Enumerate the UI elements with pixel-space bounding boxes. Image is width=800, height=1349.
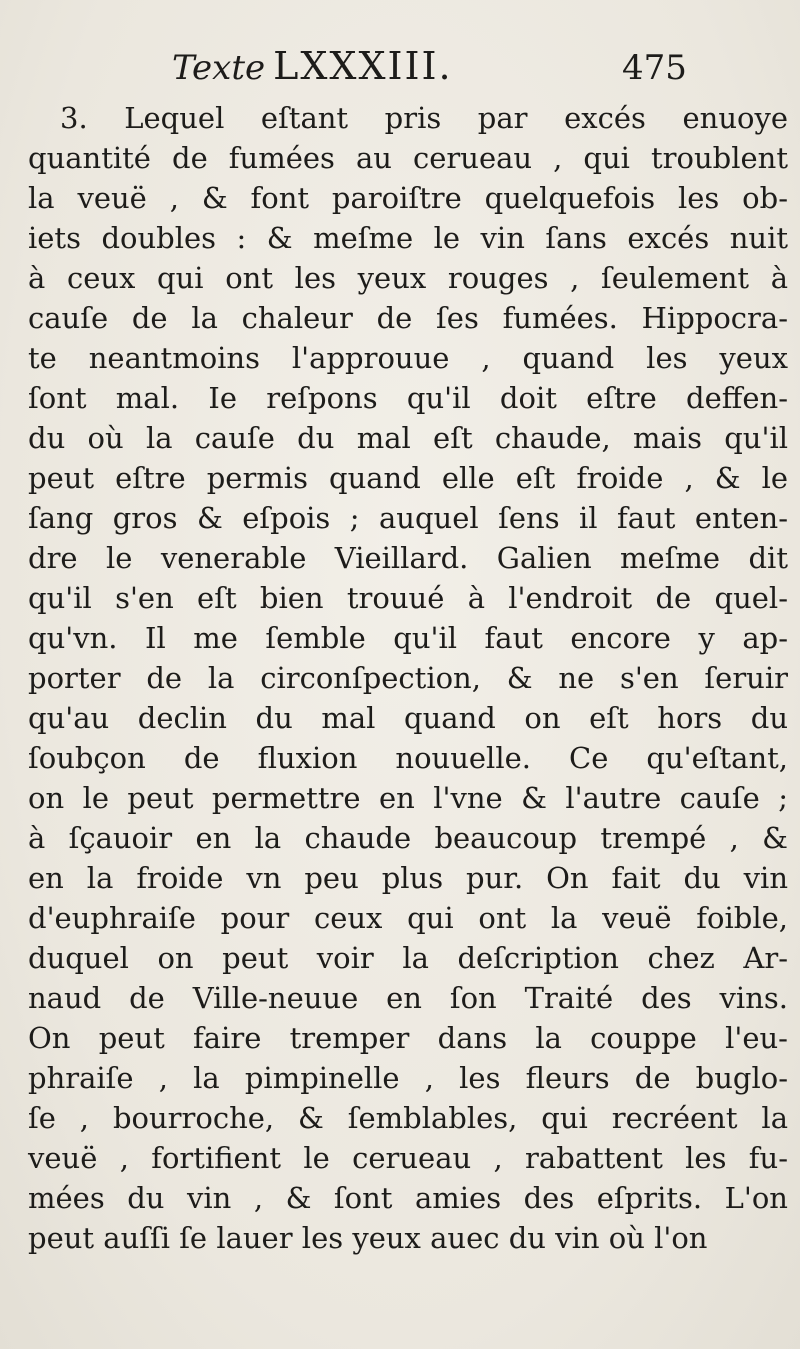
text-line: ſe , bourroche, & ſemblables, qui recréent la: [28, 1101, 788, 1135]
page-number: 475: [622, 48, 687, 88]
text-line: la veuë , & font paroiſtre quelquefois les ob-: [28, 181, 788, 215]
running-title-numeral: LXXXIII.: [273, 44, 453, 88]
text-line: à ſçauoir en la chaude beaucoup trempé , &: [28, 821, 788, 855]
text-line: veuë , fortifient le cerueau , rabattent les fu-: [28, 1141, 788, 1175]
text-line: cauſe de la chaleur de ſes fumées. Hippocra-: [28, 301, 788, 335]
text-line: ſoubçon de fluxion nouuelle. Ce qu'eſtant,: [28, 741, 788, 775]
text-line: porter de la circonſpection, & ne s'en ſeruir: [28, 661, 788, 695]
text-line: peut eſtre permis quand elle eſt froide , & le: [28, 461, 788, 495]
text-line: 3. Lequel eſtant pris par excés enuoye: [60, 101, 788, 135]
text-line: ſang gros & eſpois ; auquel ſens il faut enten-: [28, 501, 788, 535]
text-line: en la froide vn peu plus pur. On fait du vin: [28, 861, 788, 895]
text-line: d'euphraiſe pour ceux qui ont la veuë foible,: [28, 901, 788, 935]
text-line: phraiſe , la pimpinelle , les fleurs de buglo-: [28, 1061, 788, 1095]
text-line: te neantmoins l'approuue , quand les yeux: [28, 341, 788, 375]
text-line: du où la cauſe du mal eſt chaude, mais qu'il: [28, 421, 788, 455]
text-line: naud de Ville-neuue en ſon Traité des vins.: [28, 981, 788, 1015]
text-line: On peut faire tremper dans la couppe l'eu-: [28, 1021, 788, 1055]
text-line: on le peut permettre en l'vne & l'autre cauſe ;: [28, 781, 788, 815]
text-line: à ceux qui ont les yeux rouges , ſeulement à: [28, 261, 788, 295]
page-header: [0, 44, 800, 94]
text-line: peut auſſi ſe lauer les yeux auec du vin où l'on: [28, 1221, 708, 1255]
text-line: duquel on peut voir la deſcription chez Ar-: [28, 941, 788, 975]
text-line: qu'au declin du mal quand on eſt hors du: [28, 701, 788, 735]
text-line: mées du vin , & ſont amies des eſprits. L'on: [28, 1181, 788, 1215]
running-title-italic: Texte: [172, 48, 266, 88]
text-line: qu'il s'en eſt bien trouué à l'endroit de quel-: [28, 581, 788, 615]
text-line: qu'vn. Il me ſemble qu'il faut encore y ap-: [28, 621, 788, 655]
text-line: quantité de fumées au cerueau , qui troublent: [28, 141, 788, 175]
text-line: ſont mal. Ie reſpons qu'il doit eſtre deffen-: [28, 381, 788, 415]
text-line: iets doubles : & meſme le vin ſans excés nuit: [28, 221, 788, 255]
text-line: dre le venerable Vieillard. Galien meſme dit: [28, 541, 788, 575]
running-title: [172, 44, 453, 88]
